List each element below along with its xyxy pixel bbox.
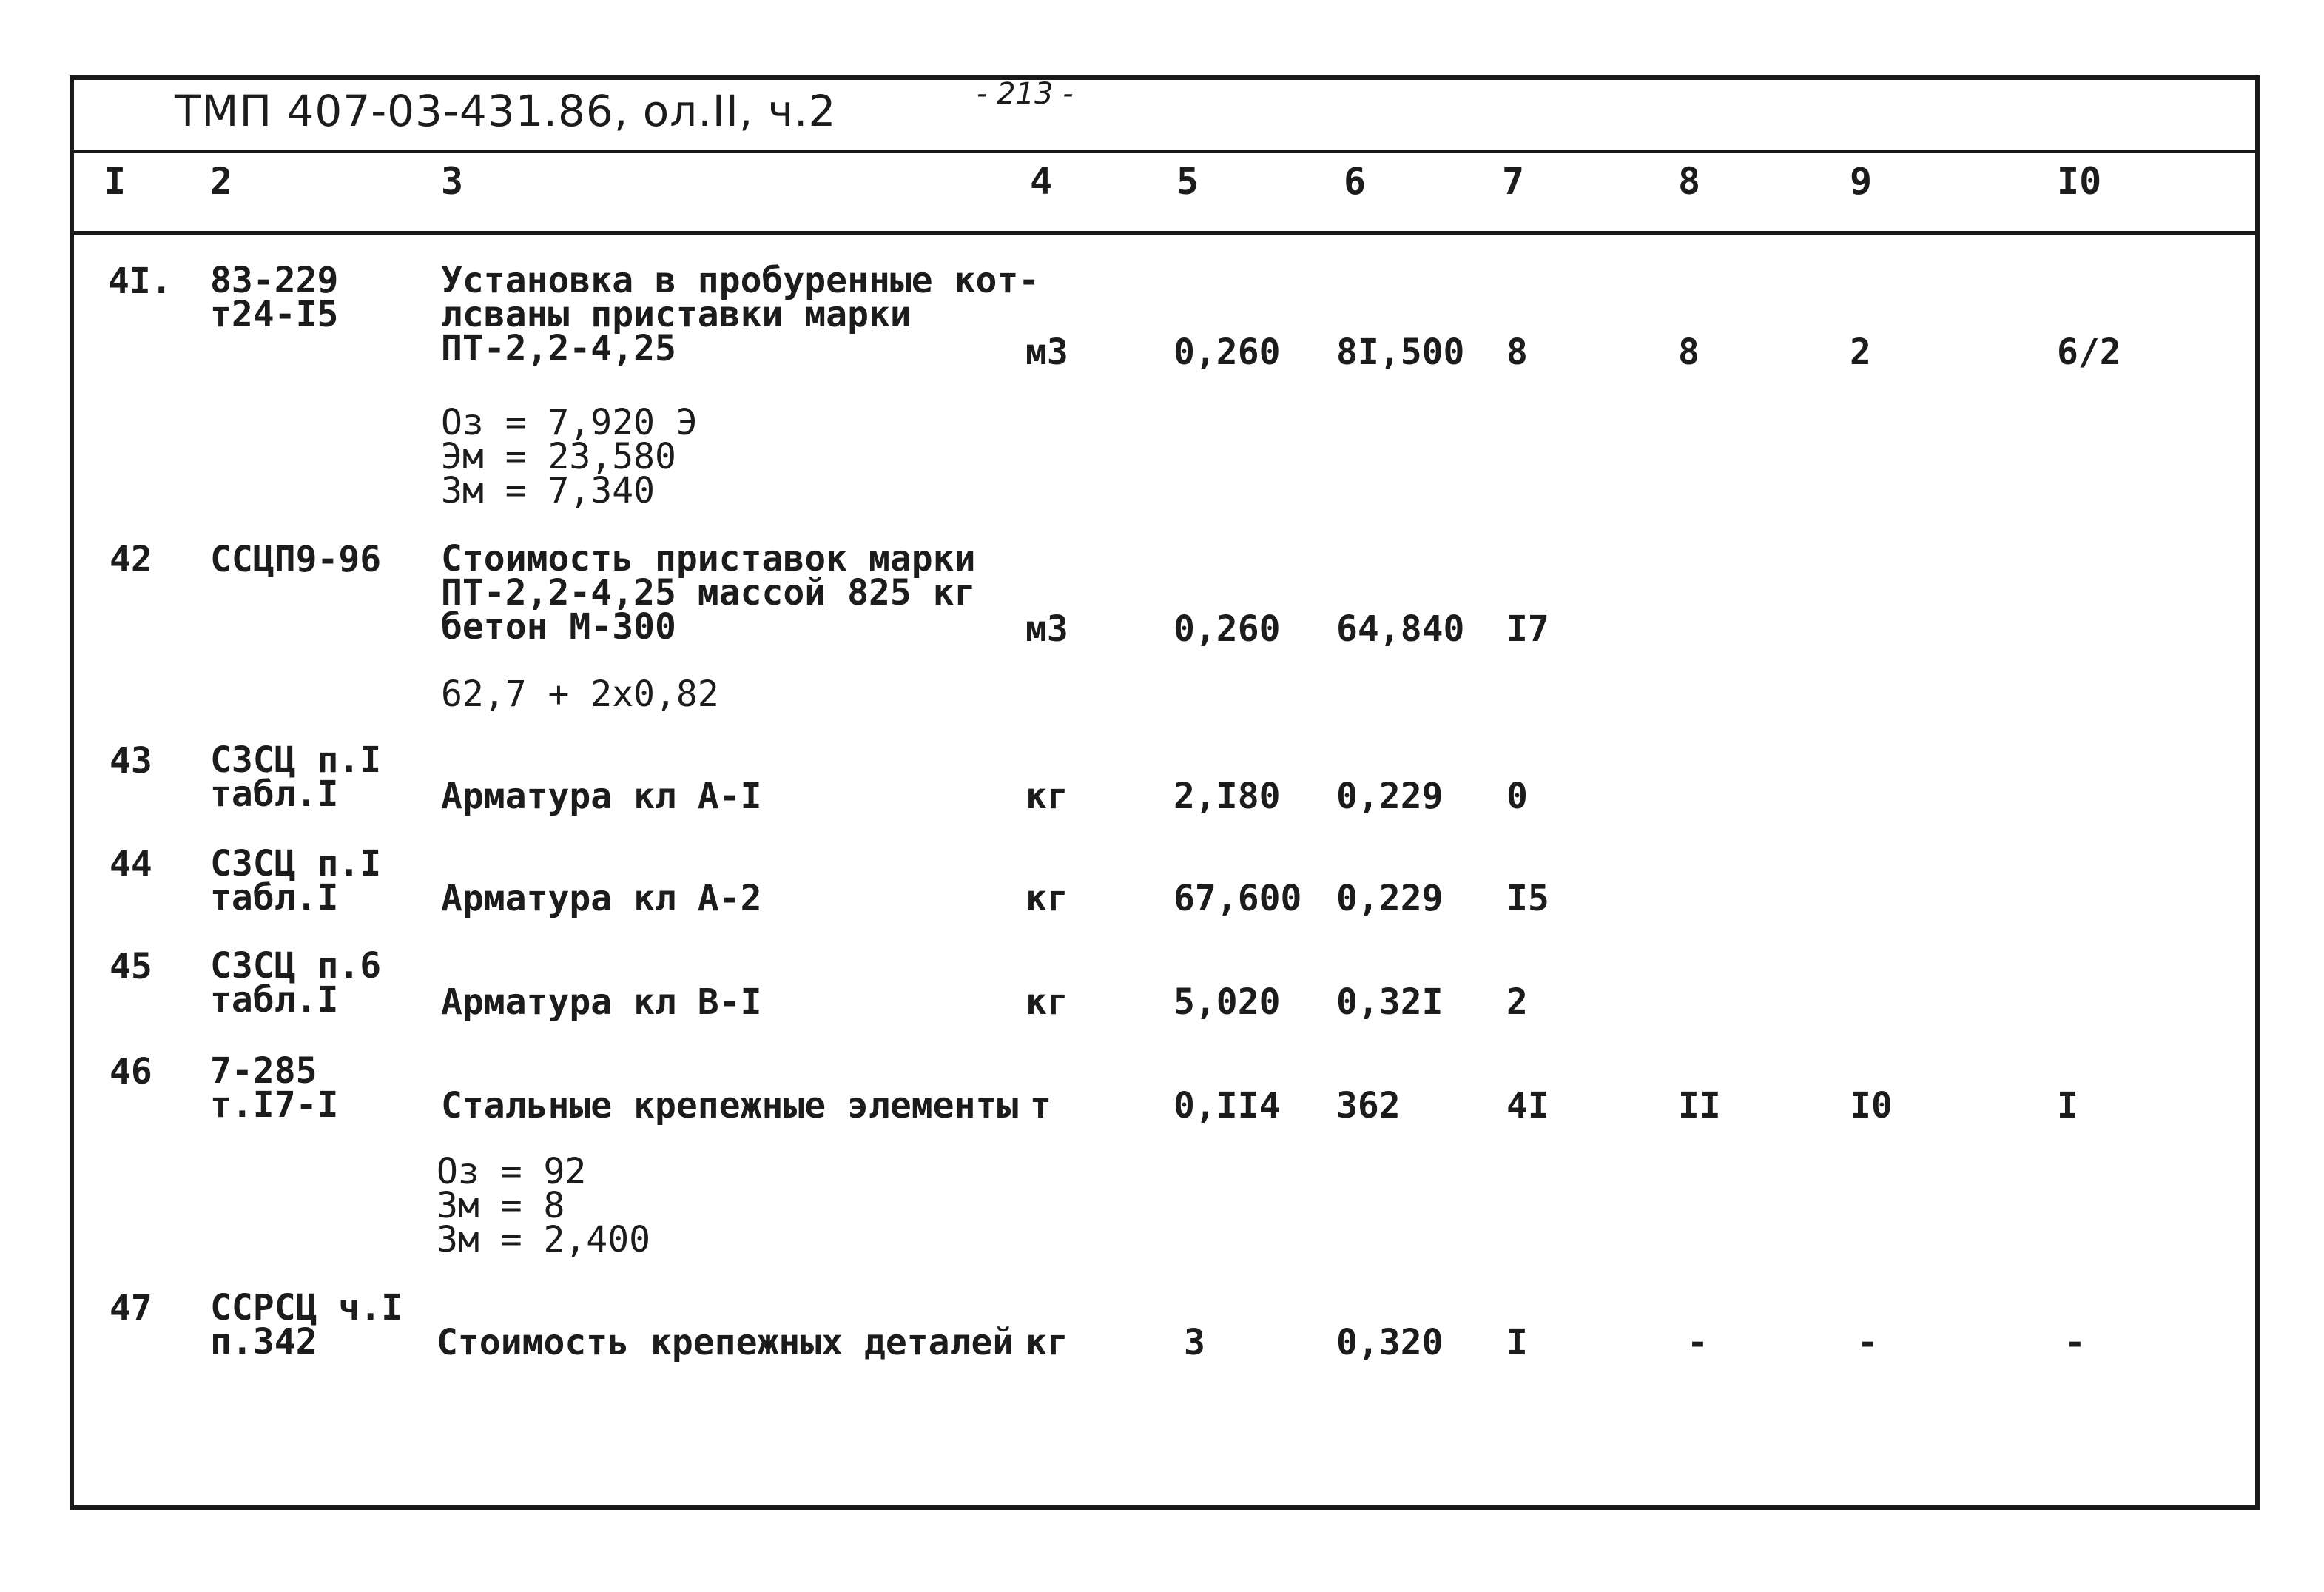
row-number: 46 (110, 1051, 152, 1092)
column-header-7: 7 (1502, 160, 1525, 203)
row-code: ССРСЦ ч.I п.342 (210, 1287, 403, 1363)
row-col8: - (1687, 1322, 1708, 1363)
row-code: СЗСЦ п.6 табл.I (210, 945, 382, 1021)
row-code: 83-229 т24-I5 (210, 260, 339, 335)
row-col9: 2 (1850, 332, 1871, 373)
row-price: 0,320 (1336, 1322, 1444, 1363)
row-unit: кг (1025, 878, 1068, 919)
row-col7: I (1506, 1322, 1528, 1363)
row-code: СЗСЦ п.I табл.I (210, 739, 382, 815)
row-col7: 4I (1506, 1085, 1549, 1126)
column-header-4: 4 (1030, 160, 1053, 203)
row-unit: кг (1025, 981, 1068, 1023)
column-header-5: 5 (1176, 160, 1199, 203)
row-col7: 0 (1506, 776, 1528, 817)
row-name: Арматура кл А-I (441, 776, 762, 817)
row-qty: 0,II4 (1173, 1085, 1281, 1126)
row-number: 47 (110, 1288, 152, 1329)
row-qty: 3 (1184, 1322, 1205, 1363)
row-name: Стоимость приставок марки ПТ-2,2-4,25 массой 825 кг бетон М-300 (441, 538, 976, 648)
row-code: СЗСЦ п.I табл.I (210, 843, 382, 918)
row-price: 8I,500 (1336, 332, 1465, 373)
row-col9: - (1857, 1322, 1879, 1363)
column-header-divider (70, 231, 2260, 235)
row-code: 7-285 т.I7-I (210, 1050, 339, 1126)
row-unit: кг (1025, 1322, 1068, 1363)
row-col9: I0 (1850, 1085, 1893, 1126)
row-col7: 8 (1506, 332, 1528, 373)
row-note: 62,7 + 2х0,82 (441, 674, 719, 715)
row-name: Установка в пробуренные кот- лсваны приставки марки ПТ-2,2-4,25 (441, 260, 1040, 369)
row-price: 362 (1336, 1085, 1401, 1126)
row-number: 42 (110, 539, 152, 580)
row-price: 64,840 (1336, 608, 1465, 650)
row-qty: 67,600 (1173, 878, 1302, 919)
row-name: Арматура кл В-I (441, 981, 762, 1023)
row-qty: 0,260 (1173, 608, 1281, 650)
row-col8: 8 (1678, 332, 1700, 373)
column-header-8: 8 (1678, 160, 1701, 203)
row-qty: 2,I80 (1173, 776, 1281, 817)
column-header-9: 9 (1850, 160, 1873, 203)
row-name: Арматура кл А-2 (441, 878, 762, 919)
row-unit: кг (1025, 776, 1068, 817)
row-price: 0,229 (1336, 878, 1444, 919)
row-name: Стоимость крепежных деталей (437, 1322, 1014, 1363)
row-code: ССЦП9-96 (210, 539, 382, 580)
row-col7: I7 (1506, 608, 1549, 650)
row-number: 45 (110, 946, 152, 987)
row-col10: - (2064, 1322, 2086, 1363)
row-col7: I5 (1506, 878, 1549, 919)
header-divider (70, 150, 2260, 153)
column-header-2: 2 (210, 160, 233, 203)
column-header-6: 6 (1344, 160, 1367, 203)
row-col7: 2 (1506, 981, 1528, 1023)
row-number: 4I. (108, 261, 172, 302)
document-title: ТМП 407-03-431.86, ол.II, ч.2 (175, 86, 837, 136)
row-qty: 5,020 (1173, 981, 1281, 1023)
row-number: 44 (110, 844, 152, 885)
row-col10: I (2057, 1085, 2078, 1126)
row-unit: м3 (1025, 608, 1068, 650)
row-price: 0,229 (1336, 776, 1444, 817)
row-note: Оз = 7,920 Э Эм = 23,580 Зм = 7,340 (441, 402, 698, 511)
row-name: Стальные крепежные элементы (441, 1085, 1019, 1126)
row-unit: м3 (1025, 332, 1068, 373)
page-number: - 213 - (977, 77, 1074, 111)
column-header-1: I (104, 160, 127, 203)
row-number: 43 (110, 740, 152, 782)
column-header-3: 3 (441, 160, 464, 203)
row-note: Оз = 92 Зм = 8 Зм = 2,400 (437, 1151, 650, 1260)
row-unit: т (1030, 1085, 1051, 1126)
row-qty: 0,260 (1173, 332, 1281, 373)
column-header-10: I0 (2057, 160, 2102, 203)
row-col10: 6/2 (2057, 332, 2121, 373)
row-col8: II (1678, 1085, 1721, 1126)
row-price: 0,32I (1336, 981, 1444, 1023)
